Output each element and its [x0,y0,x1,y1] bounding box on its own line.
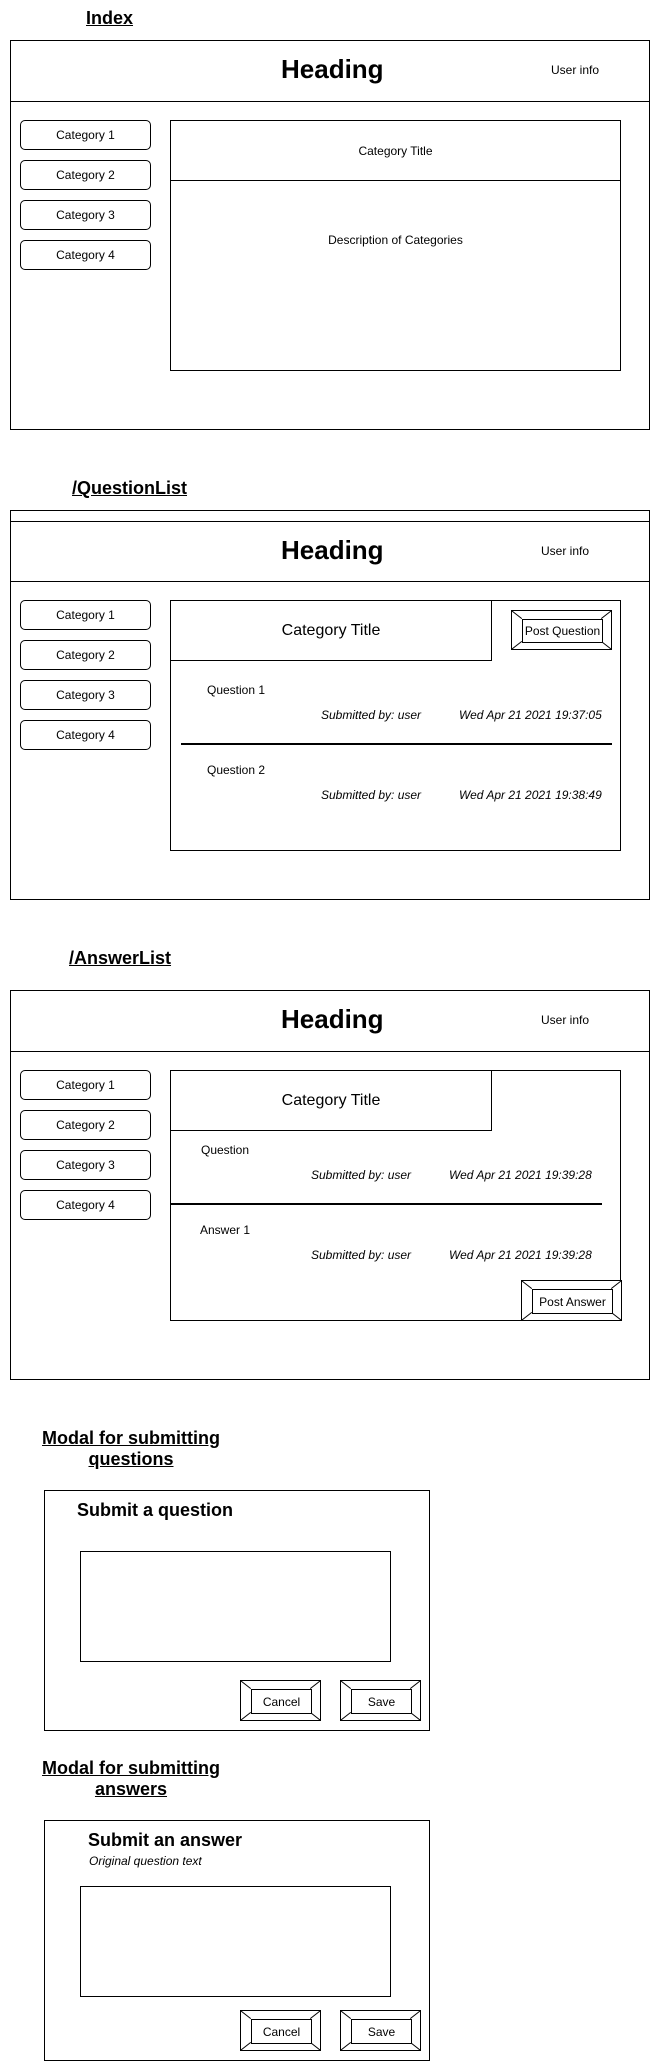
question-date-2: Wed Apr 21 2021 19:38:49 [459,788,602,802]
answer-title-1: Answer 1 [200,1223,251,1237]
category-button-2[interactable]: Category 2 [20,160,151,190]
post-question-button[interactable] [511,610,612,650]
top-strip-divider [11,521,649,522]
section-title-line-1: Modal for submitting [42,1428,220,1448]
user-info[interactable]: User info [551,63,600,77]
page-heading: Heading [281,535,384,565]
cancel-button[interactable] [240,2010,321,2051]
section-title-line-2: answers [94,1779,168,1799]
user-info[interactable]: User info [541,1013,590,1027]
answer-textarea[interactable] [80,1886,391,1997]
question-title-1[interactable]: Question 1 [207,683,266,697]
question-panel [170,600,621,851]
category-button-1[interactable]: Category 1 [20,1070,151,1100]
post-answer-label: Post Answer [532,1289,613,1314]
cancel-label: Cancel [251,1689,312,1714]
question-title: Question [201,1143,250,1157]
question-title-2[interactable]: Question 2 [207,763,266,777]
question-divider [181,743,612,745]
user-info[interactable]: User info [541,544,590,558]
answerlist-mockup-frame [10,990,650,1380]
answer-panel [170,1070,621,1321]
category-button-2[interactable]: Category 2 [20,640,151,670]
category-button-1[interactable]: Category 1 [20,600,151,630]
section-title-line-1: Modal for submitting [42,1758,220,1778]
question-submitter: Submitted by: user [311,1168,412,1182]
post-question-label: Post Question [522,619,603,643]
modal-title: Submit an answer [88,1830,243,1850]
question-submitter-1: Submitted by: user [321,708,422,722]
category-title: Category Title [170,600,492,661]
answer-divider [171,1203,602,1205]
index-mockup-frame [10,40,650,430]
category-button-4[interactable]: Category 4 [20,1190,151,1220]
question-textarea[interactable] [80,1551,391,1662]
save-button[interactable] [340,2010,421,2051]
header-divider [11,581,649,582]
question-submitter-2: Submitted by: user [321,788,422,802]
answer-date-1: Wed Apr 21 2021 19:39:28 [449,1248,592,1262]
answer-submitter-1: Submitted by: user [311,1248,412,1262]
cancel-button[interactable] [240,1680,321,1721]
category-button-3[interactable]: Category 3 [20,200,151,230]
header-divider [11,101,649,102]
category-button-4[interactable]: Category 4 [20,240,151,270]
question-date-1: Wed Apr 21 2021 19:37:05 [459,708,602,722]
questionlist-mockup-frame [10,510,650,900]
category-button-1[interactable]: Category 1 [20,120,151,150]
question-date: Wed Apr 21 2021 19:39:28 [449,1168,592,1182]
category-title: Category Title [358,143,433,158]
save-label: Save [351,2019,412,2044]
question-modal-section-title [31,1428,231,1470]
category-panel [170,120,621,371]
page-heading: Heading [281,1004,384,1034]
page-heading: Heading [281,54,384,84]
questionlist-section-title: /QuestionList [72,478,188,498]
section-title-line-2: questions [88,1449,174,1469]
header-divider [11,1051,649,1052]
category-title: Category Title [170,1070,492,1131]
category-button-4[interactable]: Category 4 [20,720,151,750]
original-question-text: Original question text [89,1854,202,1868]
question-modal [44,1490,430,1731]
save-button[interactable] [340,1680,421,1721]
category-button-3[interactable]: Category 3 [20,1150,151,1180]
modal-title: Submit a question [77,1500,234,1520]
category-description: Description of Categories [328,233,463,247]
answer-modal [44,1820,430,2061]
answerlist-section-title: /AnswerList [69,948,172,968]
panel-divider [171,180,620,181]
answer-modal-section-title [31,1758,231,1800]
index-section-title: Index [86,8,134,28]
cancel-label: Cancel [251,2019,312,2044]
category-button-3[interactable]: Category 3 [20,680,151,710]
category-button-2[interactable]: Category 2 [20,1110,151,1140]
save-label: Save [351,1689,412,1714]
post-answer-button[interactable] [521,1280,622,1321]
